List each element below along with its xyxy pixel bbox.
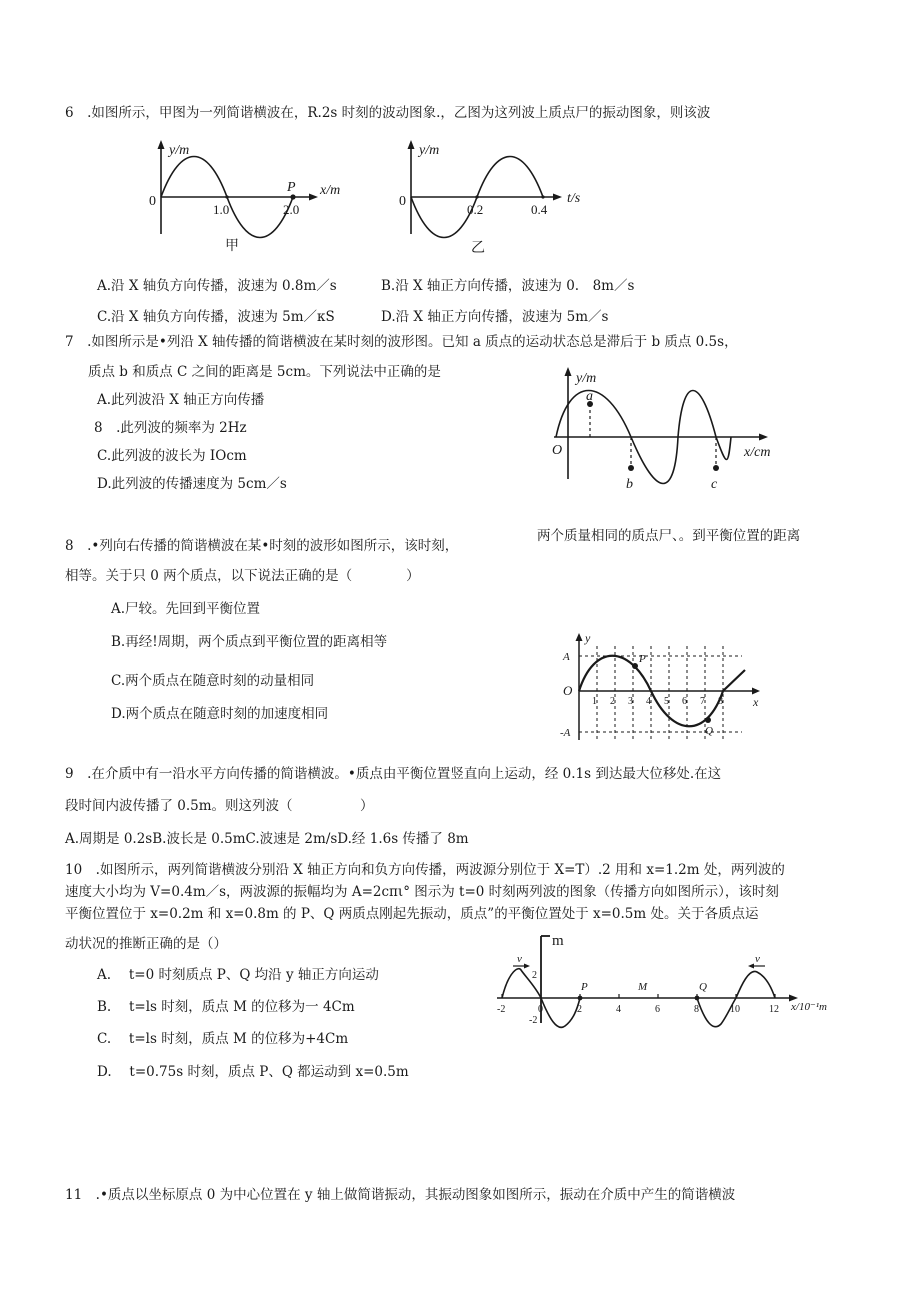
q8-stem-line-2: 相等。关于只 0 两个质点，以下说法正确的是（ ）	[65, 568, 420, 584]
q7-origin: O	[552, 443, 563, 458]
q10-tick-label: 8	[694, 1004, 699, 1015]
q6-yi-y-label: y/m	[419, 143, 440, 158]
q6-yi-caption: 乙	[471, 241, 485, 256]
q7-stem-line-2: 质点 b 和质点 C 之间的距离是 5cm。下列说法中正确的是	[88, 364, 441, 380]
q6-jia-y-label: y/m	[169, 143, 190, 158]
q10-y-label: m	[552, 933, 564, 949]
q10-tick-label: -2	[497, 1004, 506, 1015]
q10-tick-label: 4	[616, 1004, 621, 1015]
q6-jia-tick-1: 1.0	[213, 202, 230, 217]
q10-option-a: A. t=0 时刻质点 P、Q 均沿 y 轴正方向运动	[97, 967, 379, 983]
q10-tick-label: 10	[730, 1004, 740, 1015]
q10-option-d: D. t=0.75s 时刻，质点 P、Q 都运动到 x=0.5m	[97, 1064, 409, 1080]
q10-stem-line-4: 动状况的推断正确的是（）	[65, 936, 227, 952]
q8-tick-label: 5	[664, 696, 669, 707]
q10-stem-line-1: 10 .如图所示，两列简谐横波分别沿 X 轴正方向和负方向传播，两波源分别位于 X=T）.2 用和 x=1.2m 处，两列波的	[65, 862, 785, 878]
q7-point-a: a	[586, 389, 593, 404]
q8-amp-pos: A	[563, 651, 570, 663]
q6-option-c: C.沿 X 轴负方向传播，波速为 5m／κS	[97, 309, 335, 325]
q6-yi-tick-1: 0.2	[467, 202, 484, 217]
q7-option-d: D.此列波的传播速度为 5cm／s	[97, 476, 287, 492]
q7-figure	[548, 364, 788, 494]
q10-tick-label: 2	[577, 1004, 582, 1015]
q10-v-label-right: v	[755, 953, 760, 965]
q10-figure	[495, 930, 835, 1032]
q6-jia-point-p: P	[287, 180, 296, 195]
q8-option-a: A.尸较。先回到平衡位置	[111, 601, 261, 617]
q10-v-label-left: v	[517, 953, 522, 965]
q8-option-d: D.两个质点在随意时刻的加速度相同	[111, 706, 329, 722]
q8-amp-neg: -A	[560, 727, 571, 739]
q8-x-label: x	[753, 695, 759, 709]
q8-stem-side: 两个质量相同的质点尸、。到平衡位置的距离	[537, 528, 801, 544]
q7-point-b: b	[626, 477, 633, 492]
q9-options: A.周期是 0.2sB.波长是 0.5mC.波速是 2m/sD.经 1.6s 传播了 8m	[65, 831, 469, 847]
q10-stem-line-3: 平衡位置位于 x=0.2m 和 x=0.8m 的 P、Q 两质点刚起先振动，质点”的平衡位置处于 x=0.5m 处。关于各质点运	[65, 906, 759, 922]
q10-point-m: M	[638, 981, 648, 993]
q8-tick-label: 3	[628, 696, 633, 707]
q10-tick-label: 12	[769, 1004, 779, 1015]
q8-stem-line-1: 8 .•列向右传播的简谐横波在某•时刻的波形如图所示，该时刻，	[65, 538, 459, 554]
q8-figure	[557, 628, 772, 748]
q10-x-label: x/10⁻¹m	[791, 1001, 827, 1013]
q8-tick-label: 7	[700, 696, 705, 707]
q6-stem: 6 .如图所示，甲图为一列简谐横波在，R.2s 时刻的波动图象.，乙图为这列波上质点尸的振动图象，则该波	[65, 105, 711, 121]
q8-tick-label: 8	[718, 696, 723, 707]
q10-point-p: P	[581, 981, 588, 993]
q6-option-b: B.沿 X 轴正方向传播，波速为 0. 8m／s	[381, 278, 635, 294]
q6-jia-origin: 0	[149, 194, 156, 209]
q10-point-q: Q	[699, 981, 707, 993]
q8-point-q: Q	[705, 725, 713, 737]
q10-option-b: B. t=ls 时刻，质点 M 的位移为一 4Cm	[97, 999, 355, 1015]
q8-tick-label: 6	[682, 696, 687, 707]
q9-stem-line-2: 段时间内波传播了 0.5m。则这列波（ ）	[65, 798, 374, 814]
q8-tick-label: 1	[592, 696, 597, 707]
q7-x-label: x/cm	[744, 445, 771, 460]
q7-y-label: y/m	[576, 371, 597, 386]
q10-option-c: C. t=ls 时刻，质点 M 的位移为+4Cm	[97, 1031, 349, 1047]
q10-amp-neg: -2	[529, 1015, 538, 1026]
q10-amp-pos: 2	[532, 970, 537, 981]
q10-tick-label: 6	[655, 1004, 660, 1015]
q8-option-c: C.两个质点在随意时刻的动量相同	[111, 673, 315, 689]
q8-y-label: y	[585, 631, 591, 645]
q6-option-d: D.沿 X 轴正方向传播，波速为 5m／s	[381, 309, 609, 325]
q6-yi-origin: 0	[399, 194, 406, 209]
q6-yi-tick-2: 0.4	[531, 202, 548, 217]
q9-stem-line-1: 9 .在介质中有一沿水平方向传播的简谐横波。•质点由平衡位置竖直向上运动，经 0.1s 到达最大位移处.在这	[65, 766, 722, 782]
q6-yi-x-label: t/s	[567, 191, 581, 206]
q6-figure-yi	[395, 138, 610, 260]
q6-jia-caption: 甲	[225, 239, 239, 254]
q7-option-a: A.此列波沿 X 轴正方向传播	[97, 392, 265, 408]
q7-option-b: 8 .此列波的频率为 2Hz	[94, 420, 247, 436]
q6-jia-x-label: x/m	[320, 183, 341, 198]
q8-tick-label: 2	[610, 696, 615, 707]
q8-point-p: P	[639, 653, 646, 665]
q7-option-c: C.此列波的波长为 IOcm	[97, 448, 247, 464]
q10-stem-line-2: 速度大小均为 V=0.4m／s，两波源的振幅均为 A=2cπι° 图示为 t=0 时刻两列波的图象（传播方向如图所示），该时刻	[65, 884, 779, 900]
q8-option-b: B.再经!周期，两个质点到平衡位置的距离相等	[111, 634, 388, 650]
q8-tick-label: 4	[646, 696, 651, 707]
q10-origin: 0	[538, 1004, 543, 1015]
q6-figure-jia	[145, 138, 360, 260]
q8-origin: O	[563, 683, 573, 698]
q6-option-a: A.沿 X 轴负方向传播，波速为 0.8m／s	[97, 278, 337, 294]
q6-jia-tick-2: 2.0	[283, 202, 300, 217]
q11-stem: 11 .•质点以坐标原点 0 为中心位置在 y 轴上做简谐振动，其振动图象如图所示，振动在介质中产生的简谐横波	[65, 1187, 736, 1203]
q7-stem-line-1: 7 .如图所示是•列沿 X 轴传播的简谐横波在某时刻的波形图。已知 a 质点的运动状态总是滞后于 b 质点 0.5s，	[65, 334, 738, 350]
q7-point-c: c	[711, 477, 718, 492]
